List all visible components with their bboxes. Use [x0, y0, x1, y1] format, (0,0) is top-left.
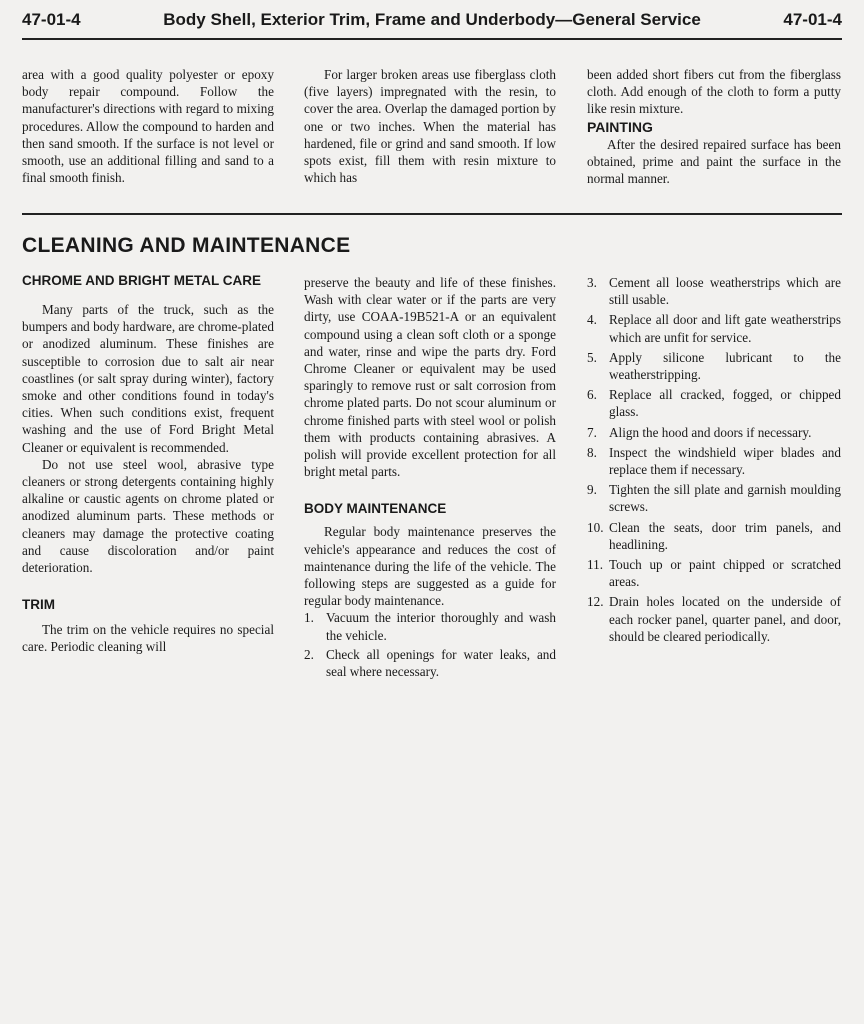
- step-number: 4.: [587, 312, 597, 328]
- maintenance-steps-list-b: [587, 274, 841, 645]
- step-text: Replace all cracked, fogged, or chipped glass.: [609, 387, 841, 420]
- list-item: [304, 609, 556, 643]
- list-item: [587, 556, 841, 590]
- top-column-3: [587, 66, 841, 187]
- step-number: 8.: [587, 444, 597, 460]
- step-text: Align the hood and doors if necessary.: [609, 424, 812, 440]
- painting-text: After the desired repaired surface has been obtained, prime and paint the surface in the normal manner.: [587, 136, 841, 187]
- list-item: [587, 424, 841, 441]
- column-1: [22, 272, 274, 656]
- step-text: Tighten the sill plate and garnish moulding screws.: [609, 482, 841, 515]
- step-number: 7.: [587, 424, 597, 440]
- column-2: [304, 274, 556, 682]
- list-item: [587, 481, 841, 515]
- page-header: [22, 10, 842, 36]
- list-item: [304, 646, 556, 680]
- maintenance-steps-list-a: [304, 609, 556, 680]
- step-text: Replace all door and lift gate weatherstrips which are unfit for service.: [609, 312, 841, 345]
- chrome-paragraph-3: preserve the beauty and life of these finishes. Wash with clear water or if the parts are very dirty, use COAA-19B521-A or an equivalent compound using a clean soft cloth or a sponge and water, rinse and wipe the parts dry. Ford Chrome Cleaner or equivalent may be used sparingly to remove rust or salt corrosion from chrome plated parts. Do not scour aluminum or chrome finished parts with steel wool or polish them with products containing abrasives. A polish will provide excellent protection for all bright metal parts.: [304, 275, 556, 480]
- chrome-paragraph-1: Many parts of the truck, such as the bumpers and body hardware, are chrome-plated or anodized aluminum. These finishes are susceptible to corrosion due to salt air near coastlines (or salt spray during winter), factory smoke and other conditions found in today's cities. When such conditions exist, frequent washing and the use of Ford Bright Metal Cleaner or equivalent is recommended.: [22, 302, 274, 455]
- step-number: 11.: [587, 557, 603, 573]
- list-item: [587, 593, 841, 645]
- top-column-2: [304, 66, 556, 186]
- top-col3-text: been added short fibers cut from the fiberglass cloth. Add enough of the cloth to form a putty like resin mixture.: [587, 67, 841, 117]
- page-number-left: 47-01-4: [22, 10, 81, 29]
- step-number: 9.: [587, 482, 597, 498]
- body-maintenance-heading: BODY MAINTENANCE: [304, 501, 447, 517]
- chrome-heading: CHROME AND BRIGHT METAL CARE: [22, 273, 261, 288]
- list-item: [587, 444, 841, 478]
- list-item: [587, 311, 841, 345]
- step-number: 2.: [304, 646, 314, 662]
- section-title: CLEANING AND MAINTENANCE: [22, 234, 351, 257]
- step-text: Apply silicone lubricant to the weatherstripping.: [609, 349, 841, 383]
- step-text: Touch up or paint chipped or scratched areas.: [609, 557, 841, 590]
- chrome-paragraph-2: Do not use steel wool, abrasive type cleaners or strong detergents containing highly alkaline or caustic agents on chrome plated or anodized aluminum parts. These methods or cleaners may damage the protective coating and cause discoloration and/or paint deterioration.: [22, 456, 274, 576]
- list-item: [587, 349, 841, 383]
- step-text: Check all openings for water leaks, and seal where necessary.: [326, 646, 556, 680]
- top-col1-text: area with a good quality polyester or epoxy body repair compound. Follow the manufacturer's directions with regard to mixing procedures. Allow the compound to harden and then sand smooth. If the surface is not level or smooth, use an additional filling and sand to a final smooth finish.: [22, 67, 274, 186]
- step-text: Cement all loose weatherstrips which are still usable.: [609, 275, 841, 308]
- trim-paragraph: The trim on the vehicle requires no special care. Periodic cleaning will: [22, 622, 274, 655]
- step-text: Inspect the windshield wiper blades and replace them if necessary.: [609, 444, 841, 478]
- body-maintenance-intro: Regular body maintenance preserves the vehicle's appearance and reduces the cost of maintenance during the life of the vehicle. The following steps are suggested as a guide for regular body maintenance.: [304, 524, 556, 609]
- step-text: Drain holes located on the underside of each rocker panel, quarter panel, and door, should be cleared periodically.: [609, 594, 841, 644]
- list-item: [587, 519, 841, 553]
- painting-heading: PAINTING: [587, 118, 653, 135]
- step-number: 1.: [304, 610, 314, 626]
- step-number: 12.: [587, 594, 604, 610]
- section-rule: [22, 213, 842, 215]
- step-number: 6.: [587, 387, 597, 403]
- step-number: 5.: [587, 349, 597, 365]
- step-number: 3.: [587, 275, 597, 290]
- page-number-right: 47-01-4: [783, 10, 842, 29]
- step-text: Vacuum the interior thoroughly and wash the vehicle.: [326, 610, 556, 643]
- top-col2-text: For larger broken areas use fiberglass cloth (five layers) impregnated with the resin, to cover the area. Overlap the damaged portion by one or two inches. When the material has hardened, file or grind and sand smooth. If low spots exist, fill them with resin mixture to which has: [304, 67, 556, 186]
- column-3: [587, 274, 841, 648]
- list-item: [587, 386, 841, 420]
- step-number: 10.: [587, 519, 604, 535]
- step-text: Clean the seats, door trim panels, and headlining.: [609, 519, 841, 552]
- page-header-title: Body Shell, Exterior Trim, Frame and Underbody—General Service: [163, 10, 701, 29]
- trim-heading: TRIM: [22, 597, 55, 613]
- list-item: [587, 274, 841, 308]
- top-column-1: [22, 66, 274, 186]
- header-rule: [22, 38, 842, 40]
